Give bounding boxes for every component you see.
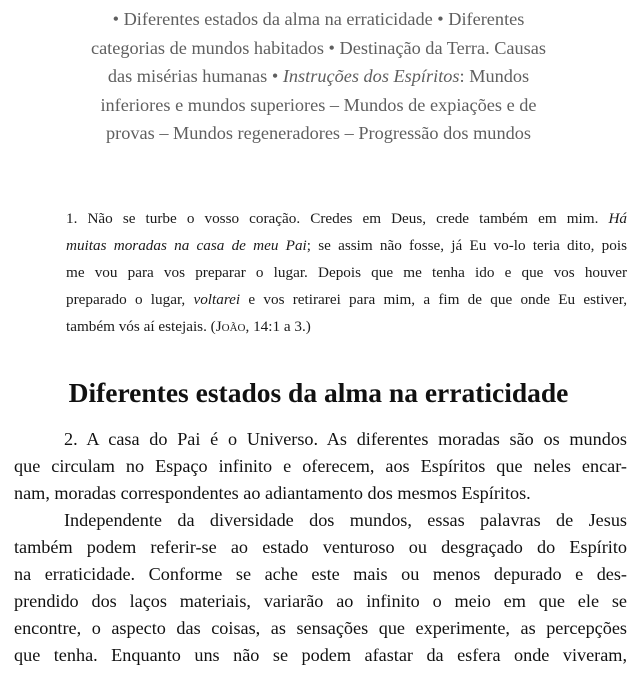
summary-italic-text: Instruções dos Espíritos — [282, 66, 460, 87]
epigraph-italic: Há — [608, 210, 627, 227]
epigraph-text: e vos retirarei para mim, a fim de que onde Eu estiver, — [240, 291, 628, 308]
section-body — [14, 426, 627, 669]
summary-text: : Mundos — [459, 66, 530, 87]
summary-text: das misérias humanas • — [107, 66, 283, 87]
epigraph-text: 1. Não se turbe o vosso coração. Credes em Deus, crede também em mim. — [66, 210, 609, 227]
gospel-epigraph — [66, 205, 627, 340]
summary-line: provas – Mundos regeneradores – Progressão dos mundos — [106, 123, 531, 144]
body-line: também podem referir-se ao estado venturoso ou desgraçado do Espírito — [14, 537, 627, 557]
epigraph-text: também vós aí estejais. ( — [66, 318, 216, 335]
body-line: nam, moradas correspondentes ao adiantamento dos mesmos Espíritos. — [14, 483, 531, 503]
body-line: que circulam no Espaço infinito e oferecem, aos Espíritos que neles encar- — [14, 456, 627, 476]
epigraph-line — [66, 205, 627, 232]
epigraph-italic: voltarei — [193, 291, 241, 308]
epigraph-text: ; se assim não fosse, já Eu vo-lo teria dito, pois — [306, 237, 627, 254]
section-heading: Diferentes estados da alma na erraticidade — [68, 377, 569, 408]
chapter-summary — [40, 5, 597, 148]
body-line: encontre, o aspecto das coisas, as sensações que experimente, as percepções — [14, 618, 627, 638]
epigraph-italic: muitas moradas na casa de meu Pai — [66, 237, 307, 254]
summary-line: • Diferentes estados da alma na erraticidade • Diferentes — [112, 9, 525, 29]
epigraph-line — [66, 313, 627, 340]
summary-line — [40, 62, 597, 91]
epigraph-line — [66, 286, 627, 313]
epigraph-line — [66, 232, 627, 259]
epigraph-text: , 14:1 a 3.) — [245, 318, 311, 335]
epigraph-line: me vou para vos preparar o lugar. Depois que me tenha ido e que vos houver — [66, 264, 627, 281]
body-line: prendido dos laços materiais, variarão ao infinito o meio em que ele se — [14, 591, 627, 611]
body-line: Independente da diversidade dos mundos, essas palavras de Jesus — [64, 510, 627, 530]
body-line: na erraticidade. Conforme se ache este mais ou menos depurado e des- — [14, 564, 627, 584]
summary-line: categorias de mundos habitados • Destinação da Terra. Causas — [90, 37, 547, 58]
epigraph-text: preparado o lugar, — [66, 291, 194, 308]
body-line: que tenha. Enquanto uns não se podem afastar da esfera onde viveram, — [14, 645, 627, 665]
summary-line: inferiores e mundos superiores – Mundos de expiações e de — [100, 94, 537, 115]
body-line: 2. A casa do Pai é o Universo. As diferentes moradas são os mundos — [64, 429, 627, 449]
epigraph-author: João — [215, 318, 246, 335]
